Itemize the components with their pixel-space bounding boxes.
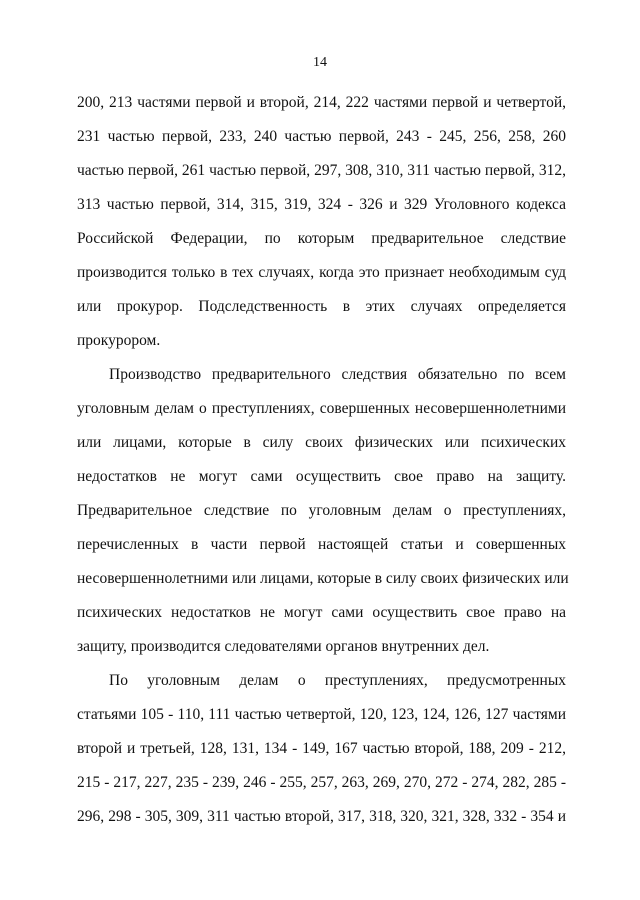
text-line: прокурором. [77,332,161,349]
text-line: второй и третьей, 128, 131, 134 - 149, 167 частью второй, 188, 209 - 212, [77,740,566,757]
text-line: Производство предварительного следствия обязательно по всем [109,366,566,383]
text-line: 313 частью первой, 314, 315, 319, 324 - 326 и 329 Уголовного кодекса [77,196,566,213]
text-line: уголовным делам о преступлениях, совершенных несовершеннолетними [77,400,566,417]
page-number: 14 [313,55,327,70]
text-line: Предварительное следствие по уголовным делам о преступлениях, [77,502,566,519]
text-line: 231 частью первой, 233, 240 частью первой, 243 - 245, 256, 258, 260 [77,128,566,145]
text-line: перечисленных в части первой настоящей статьи и совершенных [77,536,566,553]
text-line: 296, 298 - 305, 309, 311 частью второй, 317, 318, 320, 321, 328, 332 - 354 и [77,808,566,825]
text-line: или лицами, которые в силу своих физических или психических [77,434,566,451]
text-line: статьями 105 - 110, 111 частью четвертой, 120, 123, 124, 126, 127 частями [77,706,566,723]
text-line: Российской Федерации, по которым предварительное следствие [77,230,566,247]
text-line: недостатков не могут сами осуществить свое право на защиту. [77,468,566,485]
text-line: или прокурор. Подследственность в этих случаях определяется [77,298,566,315]
text-line: По уголовным делам о преступлениях, предусмотренных [109,672,566,689]
text-line: защиту, производится следователями органов внутренних дел. [77,638,490,655]
text-line: производится только в тех случаях, когда это признает необходимым суд [77,264,566,281]
text-line: несовершеннолетними или лицами, которые в силу своих физических или [77,570,569,587]
text-line: психических недостатков не могут сами осуществить свое право на [77,604,566,621]
text-line: частью первой, 261 частью первой, 297, 308, 310, 311 частью первой, 312, [77,162,566,179]
text-line: 200, 213 частями первой и второй, 214, 222 частями первой и четвертой, [77,94,566,111]
text-line: 215 - 217, 227, 235 - 239, 246 - 255, 257, 263, 269, 270, 272 - 274, 282, 285 - [77,774,566,791]
